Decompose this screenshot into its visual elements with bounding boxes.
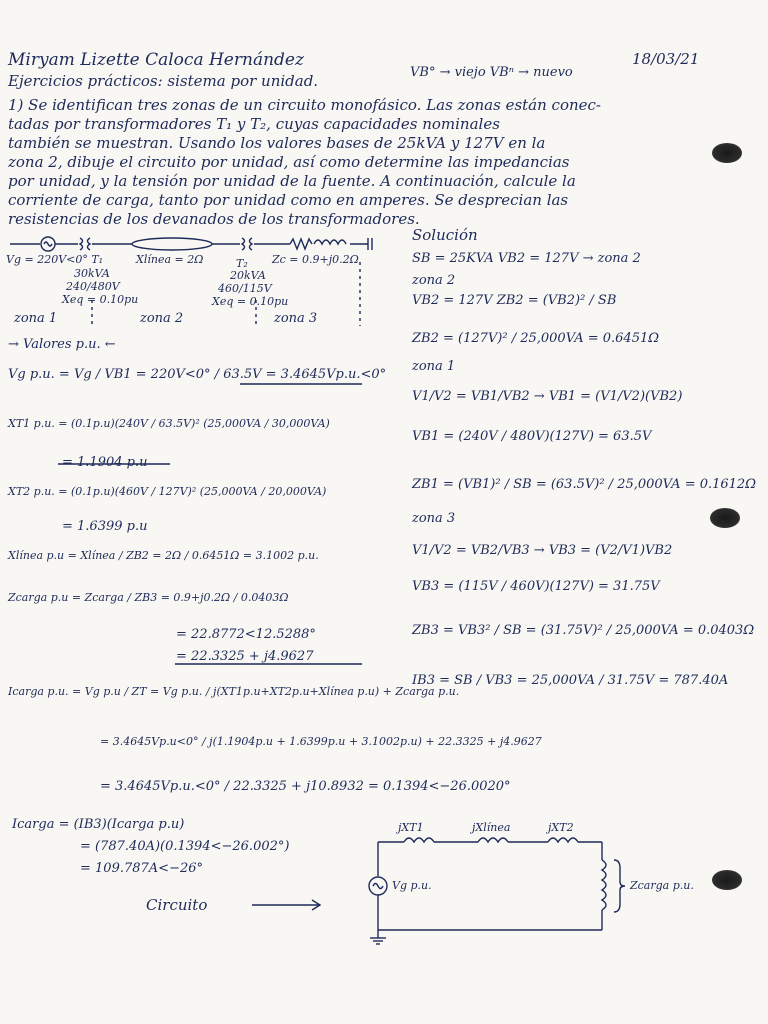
problem-line: tadas por transformadores T₁ y T₂, cuyas capacidades nominales — [8, 115, 500, 133]
zone-label: zona 3 — [274, 311, 318, 326]
load-label: Zc = 0.9+j0.2Ω — [272, 253, 359, 266]
zone3-heading: zona 3 — [412, 511, 456, 526]
zload-pu-polar: = 22.8772<12.5288° — [176, 627, 316, 642]
problem-line: resistencias de los devanados de los transformadores. — [8, 210, 420, 228]
zone2-base: VB2 = 127V ZB2 = (VB2)² / SB — [412, 293, 617, 308]
xt1-pu-equation: XT1 p.u. = (0.1p.u)(240V / 63.5V)² (25,000VA / 30,000VA) — [8, 417, 330, 430]
circuit-xline-label: jXlínea — [472, 821, 511, 834]
base-values: SB = 25KVA VB2 = 127V → zona 2 — [412, 251, 641, 266]
zone2-heading: zona 2 — [412, 273, 456, 288]
iload-amperes-result: = 109.787A<−26° — [80, 861, 203, 876]
zb1-result: ZB1 = (VB1)² / SB = (63.5V)² / 25,000VA = 0.1612Ω — [412, 477, 756, 492]
t1-rating: 240/480V — [66, 280, 120, 293]
date: 18/03/21 — [632, 50, 700, 68]
zload-pu-equation: Zcarga p.u = Zcarga / ZB3 = 0.9+j0.2Ω / 0.0403Ω — [8, 591, 289, 604]
ib3-result: IB3 = SB / VB3 = 25,000VA / 31.75V = 787.40A — [412, 673, 729, 688]
vb3-ratio: V1/V2 = VB2/VB3 → VB3 = (V2/V1)VB2 — [412, 543, 673, 558]
xline-pu-equation: Xlínea p.u = Xlínea / ZB2 = 2Ω / 0.6451Ω = 3.1002 p.u. — [8, 549, 319, 562]
circuit-xt1-label: jXT1 — [398, 821, 424, 834]
t2-rating: 460/115V — [218, 282, 272, 295]
solution-heading: Solución — [412, 226, 478, 244]
zone-label: zona 1 — [14, 311, 58, 326]
iload-amperes-step: = (787.40A)(0.1394<−26.002°) — [80, 839, 290, 854]
zone-label: zona 2 — [140, 311, 184, 326]
problem-line: zona 2, dibuje el circuito por unidad, así como determine las impedancias — [8, 153, 570, 171]
vb3-result: VB3 = (115V / 460V)(127V) = 31.75V — [412, 579, 660, 594]
problem-line: 1) Se identifican tres zonas de un circuito monofásico. Las zonas están conec- — [8, 96, 601, 114]
circuit-label: Circuito — [146, 896, 208, 914]
iload-pu-result: = 3.4645Vp.u.<0° / 22.3325 + j10.8932 = 0.1394<−26.0020° — [100, 779, 511, 794]
subtitle: Ejercicios prácticos: sistema por unidad. — [8, 72, 319, 90]
problem-line: también se muestran. Usando los valores bases de 25kVA y 127V en la — [8, 134, 546, 152]
base-notation-legend: VB° → viejo VBⁿ → nuevo — [410, 65, 573, 80]
t2-label: T₂ — [236, 257, 248, 270]
vg-pu-equation: Vg p.u. = Vg / VB1 = 220V<0° / 63.5V = 3.4645Vp.u.<0° — [8, 367, 387, 382]
source-label: Vg = 220V<0° T₁ — [6, 253, 104, 266]
vb1-ratio: V1/V2 = VB1/VB2 → VB1 = (V1/V2)(VB2) — [412, 389, 683, 404]
circuit-source-label: Vg p.u. — [392, 879, 432, 892]
iload-pu-equation: Icarga p.u. = Vg p.u / ZT = Vg p.u. / j(XT1p.u+XT2p.u+Xlínea p.u) + Zcarga p.u. — [8, 685, 460, 698]
iload-pu-substitution: = 3.4645Vp.u<0° / j(1.1904p.u + 1.6399p.u + 3.1002p.u) + 22.3325 + j4.9627 — [100, 735, 542, 748]
zb3-result: ZB3 = VB3² / SB = (31.75V)² / 25,000VA = 0.0403Ω — [412, 623, 755, 638]
xt2-pu-result: = 1.6399 p.u — [62, 519, 148, 534]
zone1-heading: zona 1 — [412, 359, 456, 374]
circuit-load-label: Zcarga p.u. — [630, 879, 694, 892]
circuit-xt2-label: jXT2 — [548, 821, 574, 834]
xt1-pu-result: = 1.1904 p.u — [62, 455, 148, 470]
iload-amperes-equation: Icarga = (IB3)(Icarga p.u) — [12, 817, 185, 832]
problem-line: corriente de carga, tanto por unidad como en amperes. Se desprecian las — [8, 191, 569, 209]
t2-rating: Xeq = 0.10pu — [212, 295, 289, 308]
xt2-pu-equation: XT2 p.u. = (0.1p.u)(460V / 127V)² (25,000VA / 20,000VA) — [8, 485, 327, 498]
t1-rating: Xeq = 0.10pu — [62, 293, 139, 306]
vb1-result: VB1 = (240V / 480V)(127V) = 63.5V — [412, 429, 652, 444]
zb2-result: ZB2 = (127V)² / 25,000VA = 0.6451Ω — [412, 331, 660, 346]
t2-rating: 20kVA — [230, 269, 266, 282]
author-name: Miryam Lizette Caloca Hernández — [8, 50, 304, 70]
line-reactance-label: Xlínea = 2Ω — [136, 253, 204, 266]
problem-line: por unidad, y la tensión por unidad de la fuente. A continuación, calcule la — [8, 172, 576, 190]
t1-rating: 30kVA — [74, 267, 110, 280]
zload-pu-rect: = 22.3325 + j4.9627 — [176, 649, 314, 664]
pu-values-heading: → Valores p.u. ← — [8, 337, 116, 352]
